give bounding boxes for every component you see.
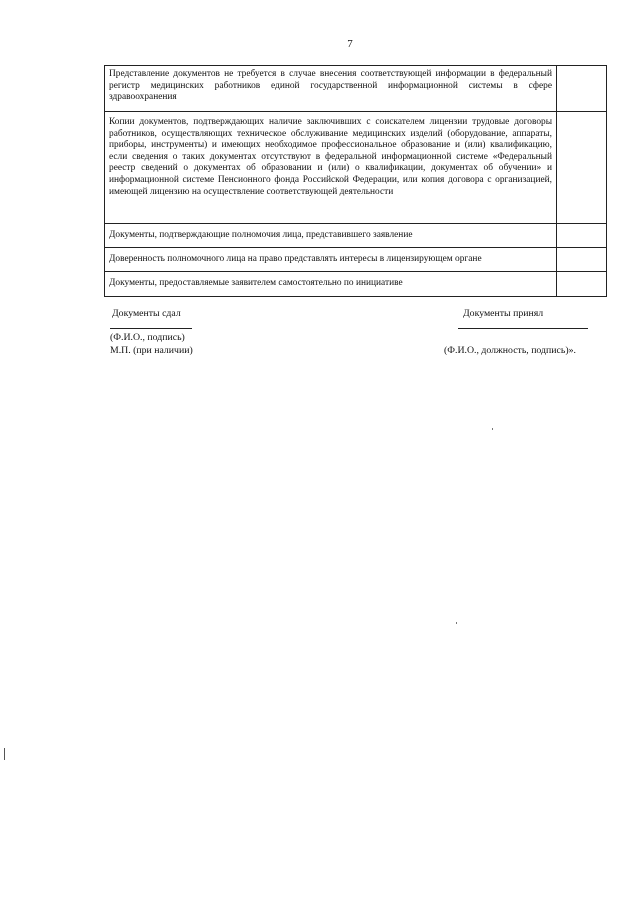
table-row [105, 224, 607, 248]
table-row [105, 66, 607, 112]
submitted-by-caption: (Ф.И.О., подпись) [110, 332, 185, 343]
documents-table [104, 65, 607, 297]
seal-note: М.П. (при наличии) [110, 345, 193, 356]
received-by-title: Документы принял [463, 308, 544, 319]
submitted-signature-line [110, 328, 192, 329]
page-number: 7 [347, 38, 353, 50]
document-description: Документы, подтверждающие полномочия лица, представившего заявление [105, 224, 557, 248]
document-description: Представление документов не требуется в случае внесения соответствующей информации в федеральный регистр медицинских работников единой государственной информационной системы в сфере здравоохранения [105, 66, 557, 112]
document-mark-cell[interactable] [557, 272, 607, 297]
table-row [105, 248, 607, 272]
document-description: Документы, предоставляемые заявителем самостоятельно по инициативе [105, 272, 557, 297]
document-mark-cell[interactable] [557, 224, 607, 248]
submitted-by-title: Документы сдал [112, 308, 181, 319]
document-description: Доверенность полномочного лица на право представлять интересы в лицензирующем органе [105, 248, 557, 272]
scan-dot [492, 428, 493, 430]
table-row [105, 272, 607, 297]
document-mark-cell[interactable] [557, 112, 607, 224]
document-mark-cell[interactable] [557, 66, 607, 112]
received-by-caption: (Ф.И.О., должность, подпись)». [444, 345, 576, 356]
received-signature-line [458, 328, 588, 329]
document-mark-cell[interactable] [557, 248, 607, 272]
scan-margin-mark [4, 748, 5, 760]
table-row [105, 112, 607, 224]
scan-dot [456, 622, 457, 624]
document-description: Копии документов, подтверждающих наличие заключивших с соискателем лицензии трудовые договоры работников, осуществляющих техническое обслуживание медицинских изделий (оборудование, аппараты, приборы, инструменты) и имеющих необходимое профессиональное образование и (или) квалификацию, если сведения о таких документах отсутствуют в федеральной информационной системе «Федеральный реестр сведений о документах об образовании и (или) о квалификации, документах об обучении» и информационной системе Пенсионного фонда Российской Федерации, или копия договора с организацией, имеющей лицензию на осуществление соответствующей деятельности [105, 112, 557, 224]
